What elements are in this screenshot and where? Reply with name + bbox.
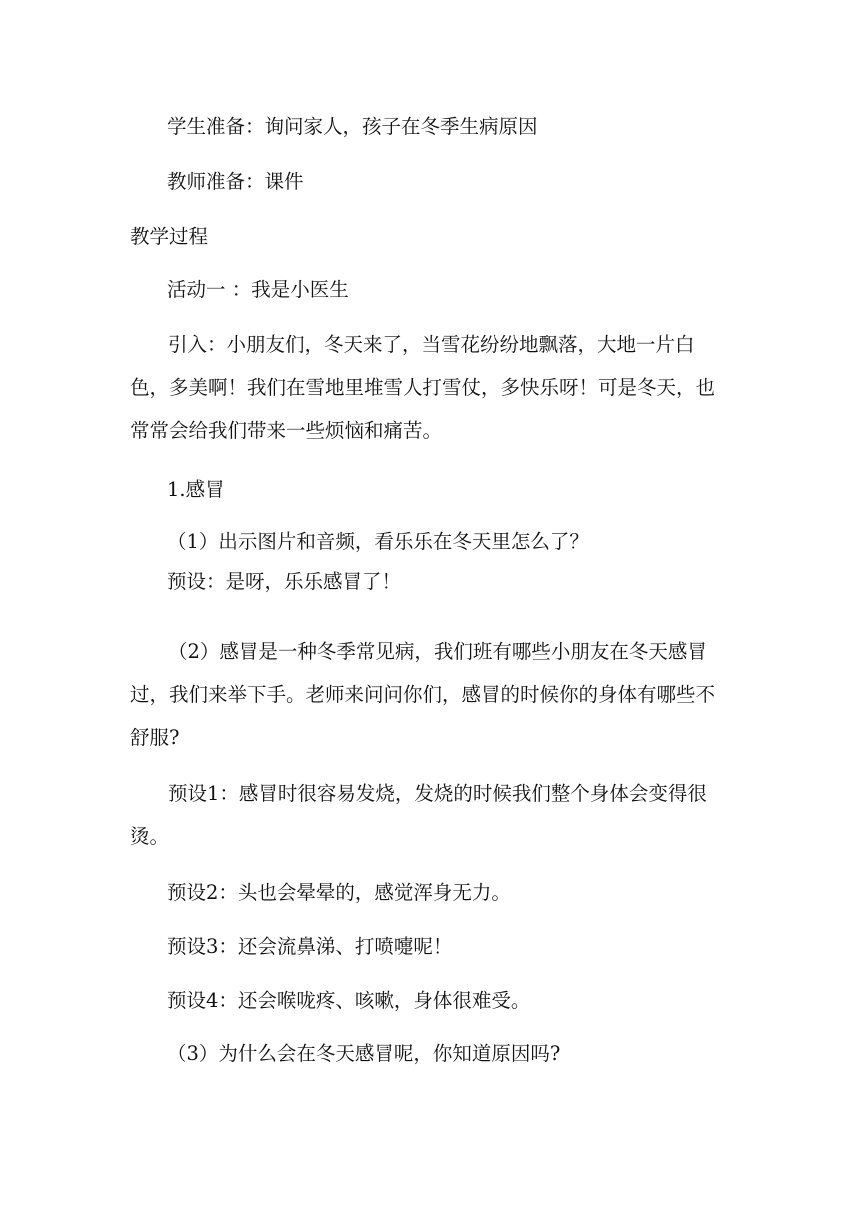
preset-4-line: 预设4：还会喉咙疼、咳嗽，身体很难受。 bbox=[167, 989, 531, 1012]
item-1-line: （1）出示图片和音频，看乐乐在冬天里怎么了？ bbox=[167, 530, 589, 553]
topic-cold-heading: 1.感冒 bbox=[167, 478, 225, 501]
preset-answer-line: 预设：是呀，乐乐感冒了！ bbox=[167, 570, 402, 593]
section-heading: 教学过程 bbox=[130, 225, 209, 248]
activity-title: 活动一 ：我是小医生 bbox=[167, 278, 349, 301]
item-2-paragraph: （2）感冒是一种冬季常见病，我们班有哪些小朋友在冬天感冒过，我们来举下手。老师来问问你们，感冒的时候你的身体有哪些不舒服? bbox=[130, 640, 716, 749]
preset-2-line: 预设2：头也会晕晕的，感觉浑身无力。 bbox=[167, 881, 511, 904]
preset-3-line: 预设3：还会流鼻涕、打喷嚏呢！ bbox=[167, 935, 453, 958]
intro-paragraph: 引入：小朋友们，冬天来了，当雪花纷纷地飘落，大地一片白色，多美啊！我们在雪地里堆雪人打雪仗，多快乐呀！可是冬天，也常常会给我们带来一些烦恼和痛苦。 bbox=[130, 333, 716, 442]
preset-1-paragraph: 预设1：感冒时很容易发烧，发烧的时候我们整个身体会变得很烫。 bbox=[130, 782, 707, 848]
item-3-line: （3）为什么会在冬天感冒呢，你知道原因吗? bbox=[167, 1042, 561, 1065]
student-prep-line: 学生准备：询问家人，孩子在冬季生病原因 bbox=[167, 115, 538, 138]
teacher-prep-line: 教师准备：课件 bbox=[167, 170, 304, 193]
